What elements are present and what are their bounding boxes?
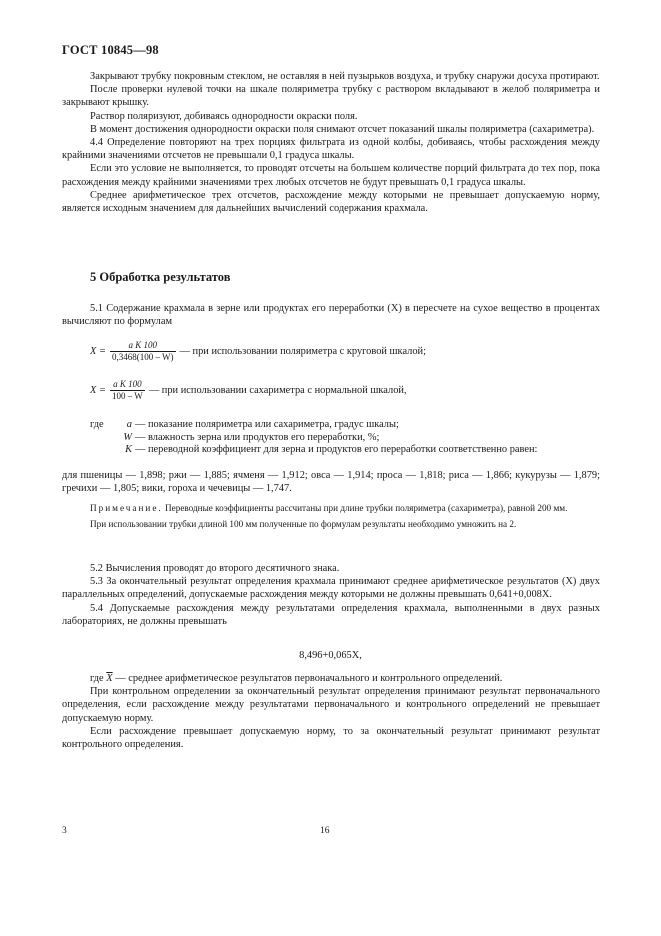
formula-fraction: [110, 340, 176, 363]
note-paragraph: При использовании трубки длиной 100 мм полученные по формулам результаты необходимо умножить на 2.: [90, 519, 517, 530]
where-label: где: [90, 673, 104, 684]
formula-denominator: 100 – W: [111, 391, 143, 401]
paragraph: Закрывают трубку покровным стеклом, не оставляя в ней пузырьков воздуха, и трубку снаружи досуха протирают.: [90, 71, 600, 82]
paragraph: Если расхождение превышает допускаемую норму, то за окончательный результат принимают результат контрольного определения.: [62, 725, 600, 751]
paragraph: 5.4 Допускаемые расхождения между результатами определения крахмала, выполненными в двух разных лабораториях, не должны превышать: [62, 602, 600, 627]
paragraph: При контрольном определении за окончательный результат определения принимают результат первоначального определения, если расхождение между результатами первоначального и контрольного определений не превышает допускаемую норму.: [62, 686, 600, 724]
formula-polarimeter: [90, 340, 426, 363]
paragraph: Если это условие не выполняется, то проводят отсчеты на большем количестве порций фильтрата до тех пор, пока расхождения между крайними значениями трех любых отсчетов не будут превышать 0,1 градуса шкалы.: [62, 163, 600, 188]
paragraph: 5.1 Содержание крахмала в зерне или продуктах его переработки (X) в пересчете на сухое вещество в процентах вычисляют по формулам: [62, 303, 600, 328]
variable-definitions: [90, 419, 600, 457]
tolerance-formula: 8,496+0,065X,: [299, 650, 362, 661]
formula-description: — при использовании сахариметра с нормальной шкалой,: [148, 385, 407, 396]
formula-fraction: [110, 379, 145, 402]
note-label: Примечание.: [90, 503, 163, 513]
definition-row: [90, 419, 600, 432]
definition-row: [90, 432, 600, 445]
paragraph: 4.4 Определение повторяют на трех порциях фильтрата из одной колбы, добиваясь, чтобы расхождения между крайними значениями отсчетов не превышали 0,1 градуса шкалы.: [62, 137, 600, 162]
formula-saccharimeter: [90, 379, 407, 402]
paragraph: После проверки нулевой точки на шкале поляриметра трубку с раствором вкладывают в желоб поляриметра и закрывают крышку.: [62, 84, 600, 109]
paragraph: [62, 672, 600, 685]
paragraph: Раствор поляризуют, добиваясь однородности окраски поля.: [90, 110, 358, 122]
where-label: где: [90, 419, 104, 430]
variable-symbol: a: [126, 419, 132, 430]
variable-description: — влажность зерна или продуктов его переработки, %;: [135, 431, 380, 443]
note-text: Переводные коэффициенты рассчитаны при длине трубки поляриметра (сахариметра), равной 200 мм.: [165, 503, 568, 513]
section-intro: [62, 302, 600, 328]
variable-description: — показание поляриметра или сахариметра, градус шкалы;: [135, 419, 399, 430]
paragraph: 5.3 За окончательный результат определения крахмала принимают среднее арифметическое результатов (X) двух параллельных определений, допускаемые расхождения между которыми не должны превышать 0,641+0,008X.: [62, 576, 600, 601]
formula-numerator: a K 100: [128, 340, 158, 350]
paragraph: для пшеницы — 1,898; ржи — 1,885; ячменя — 1,912; овса — 1,914; проса — 1,818; риса — 1,866; кукурузы — 1,879; гречихи — 1,805; вики, гороха и чечевицы — 1,747.: [62, 470, 600, 495]
mean-symbol: $\overline{X}$: [106, 673, 113, 684]
page-number: 16: [320, 826, 330, 836]
formula-description: — при использовании поляриметра с круговой шкалой;: [179, 346, 426, 357]
variable-symbol: K: [125, 444, 132, 456]
top-paragraphs: [62, 70, 600, 215]
coefficient-list: [62, 469, 600, 495]
paragraph: Среднее арифметическое трех отсчетов, расхождение между которыми не превышает допускаемую норму, является исходным значением для дальнейших вычислений содержания крахмала.: [62, 189, 600, 215]
variable-symbol: W: [123, 431, 132, 443]
section-heading: 5 Обработка результатов: [90, 270, 231, 284]
paragraph: 5.2 Вычисления проводят до второго десятичного знака.: [90, 563, 340, 574]
note-paragraph: [62, 503, 600, 514]
section-paragraphs: [62, 562, 600, 628]
variable-description: — переводной коэффициент для зерна и продуктов его переработки соответственно равен:: [135, 444, 538, 456]
paragraph: В момент достижения однородности окраски поля снимают отсчет показаний шкалы поляриметра (сахариметра).: [90, 123, 595, 135]
formula-lhs: X =: [90, 385, 106, 396]
mean-description: — среднее арифметическое результатов первоначального и контрольного определений.: [115, 673, 503, 684]
note-block: [62, 503, 600, 531]
definition-row: [90, 444, 600, 457]
formula-numerator: a K 100: [113, 379, 142, 389]
footer-left-mark: 3: [62, 826, 67, 836]
document-header: ГОСТ 10845—98: [62, 43, 159, 57]
formula-lhs: X =: [90, 346, 106, 357]
formula-denominator: 0,3468(100 – W): [111, 352, 174, 362]
closing-paragraphs: [62, 672, 600, 751]
